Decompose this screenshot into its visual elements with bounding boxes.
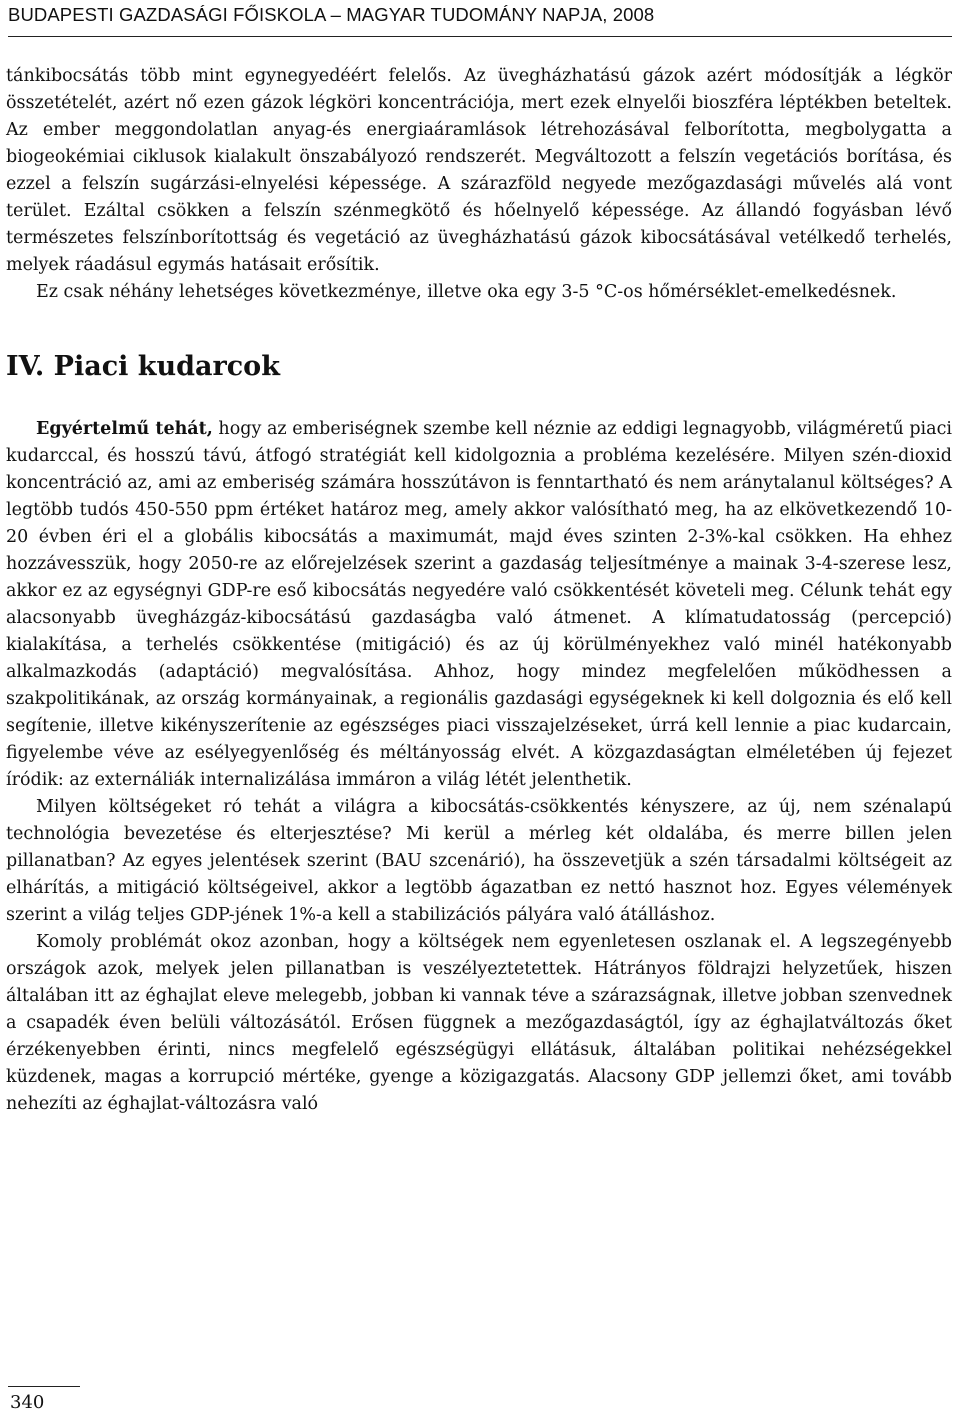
paragraph-distribution: Komoly problémát okoz azonban, hogy a költségek nem egyenletesen oszlanak el. A legszegényebb országok azok, melyek jelen pillanatban is veszélyeztetettek. Hátrányos földrajzi helyzetűek, hiszen általában itt az éghajlat eleve melegebb, jobban ki vannak téve a szárazságnak, illetve jobban szenvednek a csapadék éven belüli változásától. Erősen függnek a mezőgazdaságtól, így az éghajlatváltozás őket érzékenyebben érinti, nincs megfelelő egészségügyi ellátásuk, általában politikai nehézségekkel küzdenek, magas a korrupció mértéke, gyenge a közigazgatás. Alacsony GDP jellemzi őket, ami tovább nehezíti az éghajlat-változásra való xyxy=(6,932,952,1114)
footer-rule xyxy=(8,1386,80,1387)
page-number: 340 xyxy=(10,1392,45,1413)
page-body xyxy=(6,63,952,1118)
running-header: BUDAPESTI GAZDASÁGI FŐISKOLA – MAGYAR TUDOMÁNY NAPJA, 2008 xyxy=(8,4,655,25)
paragraph-consequences: Ez csak néhány lehetséges következménye, illetve oka egy 3-5 °C-os hőmérséklet-emelkedésnek. xyxy=(36,282,897,302)
paragraph-costs: Milyen költségeket ró tehát a világra a kibocsátás-csökkentés kényszere, az új, nem szénalapú technológia bevezetése és elterjesztése? Mi kerül a mérleg két oldalába, és merre billen jelen pillanatban? Az egyes jelentések szerint (BAU szcenárió), ha összevetjük a szén társadalmi költségeit az elhárítás, a mitigáció költségeivel, akkor a legtöbb ágazatban ez nettó hasznot hoz. Egyes vélemények szerint a világ teljes GDP-jének 1%-a kell a stabilizációs pályára való átálláshoz. xyxy=(6,797,952,925)
header-rule xyxy=(8,36,952,37)
paragraph-lead-bold: Egyértelmű tehát, xyxy=(36,419,213,439)
paragraph-market-failure-text: hogy az emberiségnek szembe kell néznie az eddigi legnagyobb, világméretű piaci kudarccal, és hosszú távú, átfogó stratégiát kell kidolgoznia a probléma kezelésére. Milyen szén-dioxid koncentráció az, ami az emberiség számára hosszútávon is fenntartható és nem aránytalanul költséges? A legtöbb tudós 450-550 ppm értéket határoz meg, amely akkor valósítható meg, ha az elkövetkezendő 10-20 évben éri el a globális kibocsátás a maximumát, majd éves szinten 2-3%-kal csökken. Ha ehhez hozzávesszük, hogy 2050-re az előrejelzések szerint a gazdaság teljesítménye a mainak 3-4-szerese lesz, akkor ez az egységnyi GDP-re eső kibocsátás negyedére való csökkentését követeli meg. Célunk tehát egy alacsonyabb üvegházgáz-kibocsátású gazdaságba való átmenet. A klímatudatosság (percepció) kialakítása, a terhelés csökkentése (mitigáció) és az új körülményekhez való minél hatékonyabb alkalmazkodás (adaptáció) megvalósítása. Ahhoz, hogy mindez megfelelően működhessen a szakpolitikának, az ország kormányainak, a regionális gazdasági egységeknek ki kell dolgoznia és elő kell segítenie, illetve kikényszerítenie az egészséges piaci visszajelzéseket, úrrá kell lennie a piac kudarcain, figyelembe véve az esélyegyenlőség és méltányosság elvét. A közgazdaságtan elméletében új fejezet íródik: az externáliák internalizálása immáron a világ létét jelenthetik. xyxy=(6,419,952,790)
paragraph-market-failure xyxy=(6,416,952,794)
section-heading: IV. Piaci kudarcok xyxy=(6,351,280,382)
paragraph-continuation: tánkibocsátás több mint egynegyedéért felelős. Az üvegházhatású gázok azért módosítják a légkör összetételét, azért nő ezen gázok légköri koncentrációja, mert ezek elnyelői bioszféra léptékben beteltek. Az ember meggondolatlan anyag-és energiaáramlások létrehozásával felborította, megbolygatta a biogeokémiai ciklusok kialakult önszabályozó rendszerét. Megváltozott a felszín vegetációs borítása, és ezzel a felszín sugárzási-elnyelési képessége. A szárazföld negyede mezőgazdasági művelés alá vont terület. Ezáltal csökken a felszín szénmegkötő és hőelnyelő képessége. Az állandó fogyásban lévő természetes felszínborítottság és vegetáció az üvegházhatású gázok kibocsátásával vetélkedő terhelés, melyek ráadásul egymás hatásait erősítik. xyxy=(6,66,952,275)
